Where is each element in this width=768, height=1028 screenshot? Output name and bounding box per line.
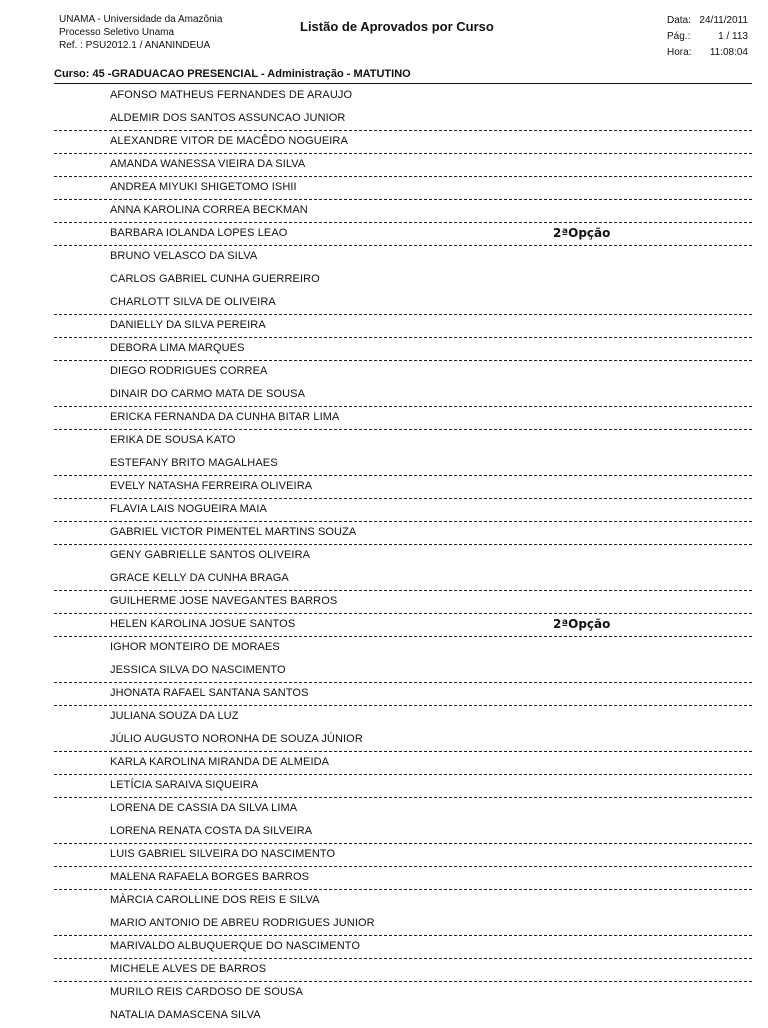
student-name: MURILO REIS CARDOSO DE SOUSA [110, 986, 303, 998]
student-row [54, 798, 752, 821]
page-label: Pág.: [667, 31, 691, 42]
student-row [54, 338, 752, 361]
student-row [54, 1005, 752, 1028]
student-name: GUILHERME JOSE NAVEGANTES BARROS [110, 595, 338, 607]
student-name: ALEXANDRE VITOR DE MACÊDO NOGUEIRA [110, 135, 348, 147]
option-note: 2ªOpção [553, 617, 611, 631]
student-row [54, 959, 752, 982]
student-row [54, 844, 752, 867]
student-row [54, 821, 752, 844]
student-row [54, 499, 752, 522]
course-heading: Curso: 45 -GRADUACAO PRESENCIAL - Administração - MATUTINO [54, 68, 752, 84]
student-name: CHARLOTT SILVA DE OLIVEIRA [110, 296, 276, 308]
report-title: Listão de Aprovados por Curso [300, 19, 494, 34]
student-name: DINAIR DO CARMO MATA DE SOUSA [110, 388, 306, 400]
student-name: ANDREA MIYUKI SHIGETOMO ISHII [110, 181, 297, 193]
time-row [667, 45, 748, 61]
student-name: LORENA RENATA COSTA DA SILVEIRA [110, 825, 313, 837]
student-name: GRACE KELLY DA CUNHA BRAGA [110, 572, 289, 584]
time-label: Hora: [667, 47, 692, 58]
student-row [54, 913, 752, 936]
student-name: MARIVALDO ALBUQUERQUE DO NASCIMENTO [110, 940, 361, 952]
student-row [54, 614, 752, 637]
student-name: DANIELLY DA SILVA PEREIRA [110, 319, 266, 331]
student-row [54, 85, 752, 108]
student-row [54, 476, 752, 499]
process-name: Processo Seletivo Unama [59, 27, 175, 38]
student-list [54, 85, 752, 1028]
student-row [54, 315, 752, 338]
student-name: ERICKA FERNANDA DA CUNHA BITAR LIMA [110, 411, 340, 423]
student-name: GABRIEL VICTOR PIMENTEL MARTINS SOUZA [110, 526, 357, 538]
student-name: JULIANA SOUZA DA LUZ [110, 710, 239, 722]
page-value: 1 / 113 [718, 31, 748, 42]
student-name: JÚLIO AUGUSTO NORONHA DE SOUZA JÚNIOR [110, 733, 363, 745]
student-row [54, 131, 752, 154]
date-value: 24/11/2011 [699, 15, 748, 26]
student-row [54, 706, 752, 729]
student-row [54, 430, 752, 453]
student-name: BARBARA IOLANDA LOPES LEAO [110, 227, 288, 239]
student-row [54, 269, 752, 292]
student-name: CARLOS GABRIEL CUNHA GUERREIRO [110, 273, 320, 285]
student-name: MARIO ANTONIO DE ABREU RODRIGUES JUNIOR [110, 917, 375, 929]
student-name: MALENA RAFAELA BORGES BARROS [110, 871, 310, 883]
student-row [54, 637, 752, 660]
student-row [54, 752, 752, 775]
student-name: ERIKA DE SOUSA KATO [110, 434, 236, 446]
page-row [667, 29, 748, 45]
student-row [54, 154, 752, 177]
student-row [54, 936, 752, 959]
student-name: ALDEMIR DOS SANTOS ASSUNCAO JUNIOR [110, 112, 346, 124]
student-row [54, 246, 752, 269]
student-name: BRUNO VELASCO DA SILVA [110, 250, 258, 262]
time-value: 11:08:04 [709, 47, 748, 58]
student-name: AFONSO MATHEUS FERNANDES DE ARAUJO [110, 89, 353, 101]
report-header [0, 0, 768, 68]
student-row [54, 867, 752, 890]
student-row [54, 108, 752, 131]
date-row [667, 13, 748, 29]
student-name: NATALIA DAMASCENA SILVA [110, 1009, 261, 1021]
student-name: IGHOR MONTEIRO DE MORAES [110, 641, 280, 653]
student-row [54, 660, 752, 683]
student-row [54, 200, 752, 223]
student-name: LORENA DE CASSIA DA SILVA LIMA [110, 802, 298, 814]
student-row [54, 453, 752, 476]
student-row [54, 384, 752, 407]
student-name: LUIS GABRIEL SILVEIRA DO NASCIMENTO [110, 848, 336, 860]
student-name: JHONATA RAFAEL SANTANA SANTOS [110, 687, 309, 699]
option-note: 2ªOpção [553, 226, 611, 240]
student-row [54, 223, 752, 246]
student-row [54, 568, 752, 591]
date-label: Data: [667, 15, 691, 26]
student-name: AMANDA WANESSA VIEIRA DA SILVA [110, 158, 306, 170]
student-name: DIEGO RODRIGUES CORREA [110, 365, 268, 377]
student-row [54, 982, 752, 1005]
student-name: HELEN KAROLINA JOSUE SANTOS [110, 618, 296, 630]
student-name: LETÍCIA SARAIVA SIQUEIRA [110, 779, 259, 791]
student-name: DEBORA LIMA MARQUES [110, 342, 245, 354]
student-name: ESTEFANY BRITO MAGALHAES [110, 457, 278, 469]
student-name: GENY GABRIELLE SANTOS OLIVEIRA [110, 549, 311, 561]
student-name: MÀRCIA CAROLLINE DOS REIS E SILVA [110, 894, 320, 906]
reference: Ref. : PSU2012.1 / ANANINDEUA [59, 40, 211, 51]
report-meta [667, 13, 748, 61]
student-row [54, 177, 752, 200]
student-name: EVELY NATASHA FERREIRA OLIVEIRA [110, 480, 313, 492]
student-name: MICHELE ALVES DE BARROS [110, 963, 267, 975]
student-row [54, 545, 752, 568]
student-row [54, 407, 752, 430]
student-name: FLAVIA LAIS NOGUEIRA MAIA [110, 503, 267, 515]
student-row [54, 775, 752, 798]
org-name: UNAMA - Universidade da Amazônia [59, 14, 223, 25]
student-name: ANNA KAROLINA CORREA BECKMAN [110, 204, 308, 216]
student-name: JESSICA SILVA DO NASCIMENTO [110, 664, 286, 676]
student-row [54, 890, 752, 913]
student-row [54, 361, 752, 384]
student-name: KARLA KAROLINA MIRANDA DE ALMEIDA [110, 756, 330, 768]
student-row [54, 591, 752, 614]
student-row [54, 729, 752, 752]
student-row [54, 292, 752, 315]
student-row [54, 522, 752, 545]
student-row [54, 683, 752, 706]
organization-info [59, 13, 222, 52]
